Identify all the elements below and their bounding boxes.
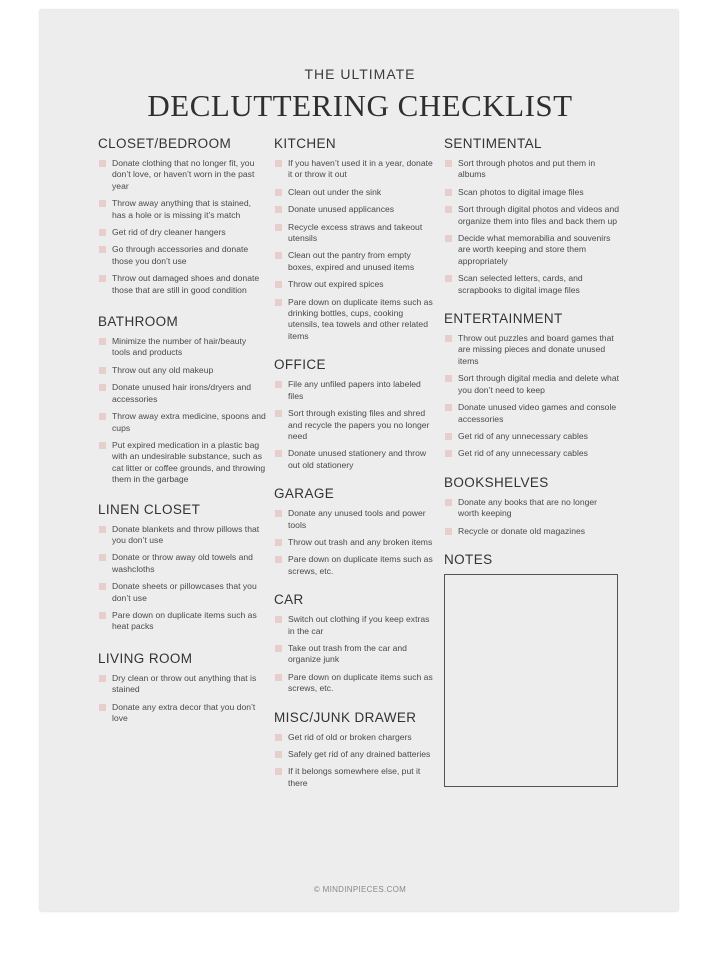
checklist-item-label: Donate unused hair irons/dryers and accessories	[112, 382, 252, 404]
section-garage	[274, 486, 434, 577]
checklist-item[interactable]	[444, 233, 620, 267]
checklist-item[interactable]	[98, 440, 266, 486]
checkbox-icon[interactable]	[99, 526, 106, 533]
checklist-item-label: Put expired medication in a plastic bag with an undesirable substance, such as cat litter or coffee grounds, and throwing them in the garbage	[112, 439, 266, 485]
checklist-item-label: Sort through digital photos and videos and organize them into files and back them up	[458, 204, 620, 226]
checklist-item[interactable]	[274, 643, 434, 666]
checklist-item[interactable]	[274, 732, 434, 743]
checkbox-icon[interactable]	[99, 384, 106, 391]
section-living-room	[98, 651, 266, 725]
checklist-item-label: Throw out puzzles and board games that are missing pieces and donate unused items	[458, 333, 614, 366]
checklist-item[interactable]	[98, 227, 266, 238]
checklist-item-label: Dry clean or throw out anything that is stained	[112, 672, 257, 695]
checklist-item-label: Pare down on duplicate items such as drinking bottles, cups, cooking utensils, tea towels and other related items	[288, 296, 433, 341]
page-pretitle: THE ULTIMATE	[304, 66, 416, 82]
checklist-item[interactable]	[274, 158, 434, 181]
checklist-item[interactable]	[444, 448, 620, 459]
checklist-item[interactable]	[274, 614, 434, 637]
checklist-item[interactable]	[98, 244, 266, 267]
checkbox-icon[interactable]	[99, 338, 106, 345]
checklist-item[interactable]	[274, 279, 434, 290]
checklist-item[interactable]	[444, 187, 620, 198]
checklist-item-label: Throw out any old makeup	[112, 364, 214, 375]
checkbox-icon[interactable]	[445, 160, 452, 167]
section-title: LINEN CLOSET	[98, 501, 201, 517]
checklist-item[interactable]	[444, 402, 620, 425]
section-title: SENTIMENTAL	[444, 136, 542, 151]
checklist-item[interactable]	[98, 552, 266, 575]
checklist-item-label: Recycle excess straws and takeout utensils	[288, 221, 423, 244]
checkbox-icon[interactable]	[99, 675, 106, 682]
checklist-item-label: Get rid of any unnecessary cables	[458, 448, 588, 459]
checkbox-icon[interactable]	[445, 450, 452, 457]
checklist-item-label: Take out trash from the car and organize junk	[288, 642, 407, 665]
column-right	[444, 136, 620, 787]
section-bathroom	[98, 314, 266, 485]
footer-credit: © MINDINPIECES.COM	[313, 885, 407, 894]
checklist-item[interactable]	[98, 581, 266, 604]
section-closet-bedroom	[98, 136, 266, 296]
checklist-item[interactable]	[444, 526, 620, 537]
section-entertainment	[444, 311, 620, 460]
checklist-item[interactable]	[98, 382, 266, 405]
checklist-item[interactable]	[444, 373, 620, 396]
checkbox-icon[interactable]	[275, 189, 282, 196]
checkbox-icon[interactable]	[99, 200, 106, 207]
checkbox-icon[interactable]	[275, 674, 282, 681]
section-linen-closet	[98, 502, 266, 633]
checkbox-icon[interactable]	[275, 381, 282, 388]
checklist-item-label: Switch out clothing if you keep extras in the car	[288, 614, 430, 636]
checklist-item[interactable]	[98, 336, 266, 359]
checklist-item[interactable]	[274, 222, 434, 245]
section-title: CAR	[274, 592, 304, 608]
checkbox-icon[interactable]	[275, 751, 282, 758]
checklist-item[interactable]	[444, 273, 620, 296]
checkbox-icon[interactable]	[99, 612, 106, 619]
checkbox-icon[interactable]	[99, 442, 106, 449]
checkbox-icon[interactable]	[99, 367, 106, 374]
checklist-item-label: Pare down on duplicate items such as screws, etc.	[288, 554, 433, 576]
checklist-item-label: Safely get rid of any drained batteries	[288, 749, 431, 759]
checklist-item-label: File any unfiled papers into labeled files	[288, 379, 421, 401]
checklist-item-label: Throw out trash and any broken items	[288, 536, 433, 547]
checklist-item[interactable]	[98, 198, 266, 221]
checkbox-icon[interactable]	[275, 645, 282, 652]
column-middle	[274, 136, 434, 795]
checklist-item[interactable]	[98, 158, 266, 192]
checklist-item-label: Get rid of old or broken chargers	[288, 731, 412, 742]
checkbox-icon[interactable]	[275, 299, 282, 306]
checklist-item[interactable]	[274, 554, 434, 577]
checkbox-icon[interactable]	[275, 539, 282, 546]
checklist-item-label: Donate any books that are no longer worth keeping	[458, 496, 598, 519]
checklist-item-label: If you haven’t used it in a year, donate it or throw it out	[288, 158, 433, 180]
section-bookshelves	[444, 475, 620, 537]
checklist-item[interactable]	[98, 702, 266, 725]
checklist-item-label: Throw out expired spices	[288, 279, 384, 290]
checklist-item-label: Donate any extra decor that you don’t love	[112, 701, 256, 723]
checkbox-icon[interactable]	[445, 275, 452, 282]
checklist-item-label: Scan selected letters, cards, and scrapbooks to digital image files	[458, 273, 583, 295]
section-title: CLOSET/BEDROOM	[98, 136, 232, 151]
section-title: LIVING ROOM	[98, 650, 193, 666]
checklist-item-label: Donate or throw away old towels and washcloths	[112, 552, 253, 574]
checkbox-icon[interactable]	[445, 375, 452, 382]
checkbox-icon[interactable]	[99, 229, 106, 236]
section-title: KITCHEN	[274, 136, 337, 151]
section-sentimental	[444, 136, 620, 296]
checklist-item-label: Donate unused stationery and throw out old stationery	[288, 448, 427, 470]
checklist-item-label: Get rid of any unnecessary cables	[458, 430, 588, 441]
checklist-item-label: Donate unused video games and console accessories	[458, 402, 617, 424]
checklist-item[interactable]	[274, 408, 434, 442]
checkbox-icon[interactable]	[99, 554, 106, 561]
checkbox-icon[interactable]	[99, 704, 106, 711]
section-misc-junk-drawer	[274, 710, 434, 790]
checklist-item-label: Go through accessories and donate those you don’t use	[112, 244, 249, 266]
checklist-item[interactable]	[274, 448, 434, 471]
checkbox-icon[interactable]	[275, 734, 282, 741]
checkbox-icon[interactable]	[445, 404, 452, 411]
checkbox-icon[interactable]	[445, 335, 452, 342]
checkbox-icon[interactable]	[99, 413, 106, 420]
checklist-item-label: Decide what memorabilia and souvenirs are worth keeping and store them appropriately	[458, 233, 611, 266]
section-title: GARAGE	[274, 486, 335, 502]
section-title: ENTERTAINMENT	[444, 311, 563, 327]
page-title: DECLUTTERING CHECKLIST	[147, 88, 573, 123]
checklist-item[interactable]	[274, 187, 434, 198]
checklist-item-label: Clean out the pantry from empty boxes, expired and unused items	[288, 250, 415, 272]
checklist-item[interactable]	[98, 673, 266, 696]
checklist-item[interactable]	[274, 749, 434, 760]
checklist-item-label: Donate unused applicances	[288, 204, 395, 215]
checkbox-icon[interactable]	[99, 583, 106, 590]
checklist-item[interactable]	[274, 297, 434, 343]
checkbox-icon[interactable]	[275, 160, 282, 167]
checklist-item-label: Throw away anything that is stained, has a hole or is missing it’s match	[112, 198, 252, 220]
section-car	[274, 592, 434, 694]
checklist-item[interactable]	[274, 672, 434, 695]
checkbox-icon[interactable]	[275, 450, 282, 457]
checklist-item-label: Donate blankets and throw pillows that you don’t use	[112, 523, 260, 545]
checklist-item-label: Throw away extra medicine, spoons and cups	[112, 411, 266, 433]
checkbox-icon[interactable]	[445, 235, 452, 242]
checklist-item[interactable]	[274, 250, 434, 273]
checklist-item-label: Pare down on duplicate items such as screws, etc.	[288, 671, 433, 694]
checkbox-icon[interactable]	[275, 281, 282, 288]
checkbox-icon[interactable]	[275, 206, 282, 213]
checklist-item[interactable]	[444, 431, 620, 442]
checklist-item-label: Pare down on duplicate items such as heat packs	[112, 609, 257, 632]
checklist-item[interactable]	[274, 204, 434, 215]
checklist-item[interactable]	[444, 333, 620, 367]
checklist-item-label: Donate sheets or pillowcases that you don’t use	[112, 581, 257, 603]
checkbox-icon[interactable]	[275, 510, 282, 517]
checkbox-icon[interactable]	[99, 160, 106, 167]
checklist-item-label: Scan photos to digital image files	[458, 186, 584, 197]
checkbox-icon[interactable]	[445, 433, 452, 440]
checkbox-icon[interactable]	[275, 556, 282, 563]
section-title: BATHROOM	[98, 314, 179, 330]
checkbox-icon[interactable]	[445, 528, 452, 535]
checklist-item-label: Minimize the number of hair/beauty tools and products	[112, 336, 247, 358]
section-title: OFFICE	[274, 357, 326, 373]
section-office	[274, 357, 434, 471]
checklist-item[interactable]	[274, 537, 434, 548]
checkbox-icon[interactable]	[99, 275, 106, 282]
checkbox-icon[interactable]	[275, 616, 282, 623]
checkbox-icon[interactable]	[445, 206, 452, 213]
checklist-item-label: Sort through digital media and delete what you don’t need to keep	[458, 373, 619, 395]
section-title: MISC/JUNK DRAWER	[274, 709, 417, 725]
checklist-item[interactable]	[98, 524, 266, 547]
section-kitchen	[274, 136, 434, 342]
checkbox-icon[interactable]	[445, 499, 452, 506]
checklist-item-label: Sort through existing files and shred and recycle the papers you no longer need	[288, 408, 430, 441]
section-title: BOOKSHELVES	[444, 474, 549, 490]
checklist-item[interactable]	[98, 610, 266, 633]
checklist-item-label: Recycle or donate old magazines	[458, 525, 586, 536]
checklist-item[interactable]	[98, 365, 266, 376]
notes-title: NOTES	[444, 551, 493, 567]
checklist-item[interactable]	[98, 273, 266, 296]
checkbox-icon[interactable]	[99, 246, 106, 253]
checklist-item[interactable]	[444, 204, 620, 227]
checkbox-icon[interactable]	[275, 768, 282, 775]
checklist-item[interactable]	[444, 497, 620, 520]
checklist-item[interactable]	[444, 158, 620, 181]
checklist-item-label: Sort through photos and put them in albums	[458, 158, 596, 180]
section-notes	[444, 552, 620, 787]
checklist-item-label: Donate any unused tools and power tools	[288, 508, 426, 530]
checkbox-icon[interactable]	[275, 252, 282, 259]
checkbox-icon[interactable]	[445, 189, 452, 196]
notes-box[interactable]	[444, 574, 618, 787]
checklist-item-label: Donate clothing that no longer fit, you don’t love, or haven’t worn in the past year	[112, 158, 255, 191]
column-left	[98, 136, 266, 730]
checklist-item[interactable]	[98, 411, 266, 434]
checklist-item[interactable]	[274, 766, 434, 789]
checkbox-icon[interactable]	[275, 224, 282, 231]
checkbox-icon[interactable]	[275, 410, 282, 417]
checklist-item-label: Clean out under the sink	[288, 186, 382, 197]
checklist-item-label: If it belongs somewhere else, put it there	[288, 766, 421, 788]
checklist-item[interactable]	[274, 508, 434, 531]
checklist-item-label: Throw out damaged shoes and donate those that are still in good condition	[112, 273, 260, 295]
checklist-item-label: Get rid of dry cleaner hangers	[112, 227, 226, 238]
checklist-item[interactable]	[274, 379, 434, 402]
